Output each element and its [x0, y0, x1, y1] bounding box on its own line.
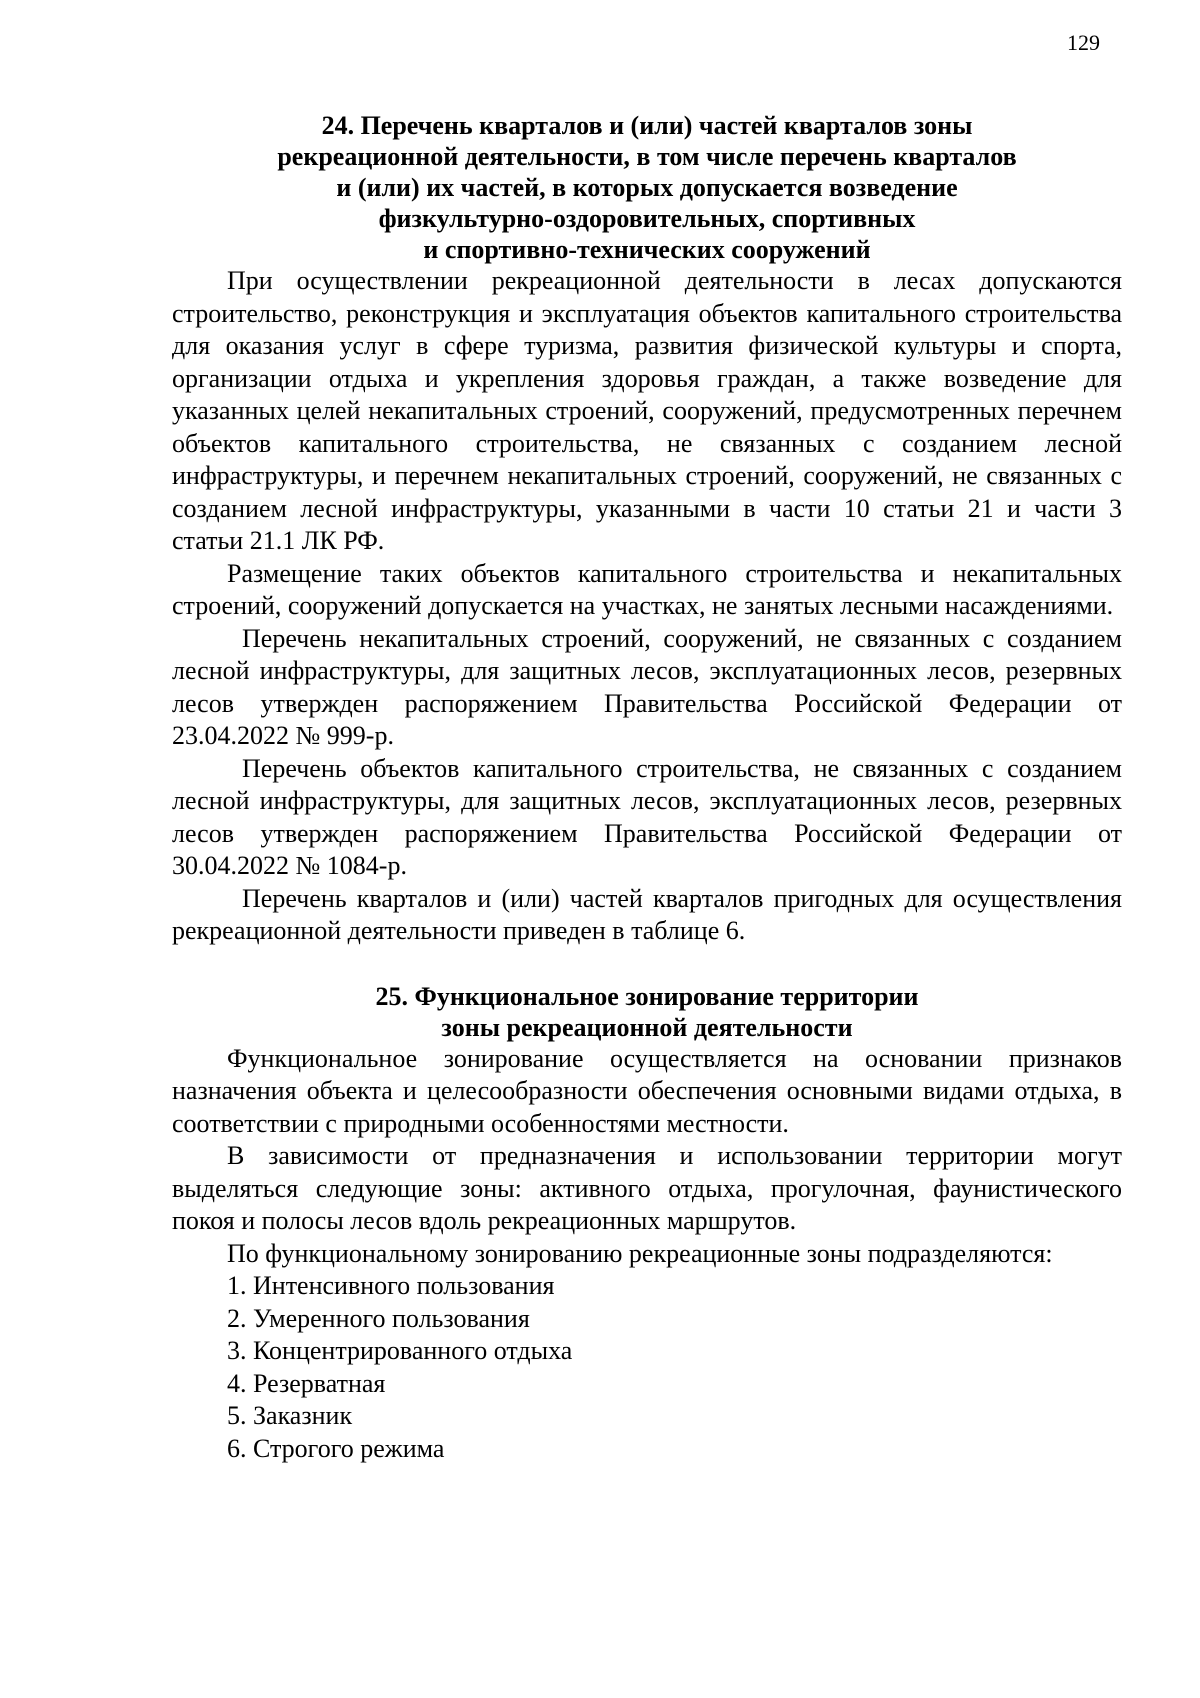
- paragraph: В зависимости от предназначения и использовании территории могут выделяться следующие зоны: активного отдыха, прогулочная, фаунистического покоя и полосы лесов вдоль рекреационных маршрутов.: [172, 1141, 1122, 1235]
- paragraph: Перечень кварталов и (или) частей кварталов пригодных для осуществления рекреационной деятельности приведен в таблице 6.: [172, 883, 1122, 945]
- document-body: [172, 110, 1122, 1465]
- heading-line: и спортивно-технических сооружений: [423, 235, 871, 264]
- paragraph: По функциональному зонированию рекреационные зоны подразделяются:: [227, 1238, 1053, 1268]
- list-item: 2. Умеренного пользования: [227, 1303, 530, 1333]
- section-24-heading: [172, 110, 1122, 265]
- page-number: 129: [1067, 30, 1100, 55]
- heading-line: 24. Перечень кварталов и (или) частей кварталов зоны: [321, 111, 973, 140]
- paragraph: Перечень некапитальных строений, сооружений, не связанных с созданием лесной инфраструктуры, для защитных лесов, эксплуатационных лесов, резервных лесов утвержден распоряжением Правительства Российской Федерации от 23.04.2022 № 999-р.: [172, 623, 1122, 750]
- list-item: 5. Заказник: [227, 1401, 353, 1430]
- heading-line: рекреационной деятельности, в том числе перечень кварталов: [277, 142, 1017, 171]
- paragraph: Перечень объектов капитального строительства, не связанных с созданием лесной инфраструктуры, для защитных лесов, эксплуатационных лесов, резервных лесов утвержден распоряжением Правительства Российской Федерации от 30.04.2022 № 1084-р.: [172, 753, 1122, 880]
- heading-line: и (или) их частей, в которых допускается возведение: [336, 173, 958, 202]
- heading-line: зоны рекреационной деятельности: [441, 1012, 853, 1042]
- heading-line: физкультурно-оздоровительных, спортивных: [378, 204, 916, 233]
- zone-list: [172, 1270, 1122, 1465]
- heading-line: 25. Функциональное зонирование территории: [375, 981, 919, 1011]
- paragraph: Размещение таких объектов капитального строительства и некапитальных строений, сооружений допускается на участках, не занятых лесными насаждениями.: [172, 558, 1122, 620]
- paragraph: При осуществлении рекреационной деятельности в лесах допускаются строительство, реконструкция и эксплуатация объектов капитального строительства для оказания услуг в сфере туризма, развития физической культуры и спорта, организации отдыха и укрепления здоровья граждан, а также возведение для указанных целей некапитальных строений, сооружений, предусмотренных перечнем объектов капитального строительства, не связанных с созданием лесной инфраструктуры, и перечнем некапитальных строений, сооружений, не связанных с созданием лесной инфраструктуры, указанными в части 10 статьи 21 и части 3 статьи 21.1 ЛК РФ.: [172, 266, 1122, 555]
- paragraph: Функциональное зонирование осуществляется на основании признаков назначения объекта и целесообразности обеспечения основными видами отдыха, в соответствии с природными особенностями местности.: [172, 1043, 1122, 1138]
- section-25-heading: [172, 981, 1122, 1043]
- list-item: 1. Интенсивного пользования: [227, 1271, 555, 1300]
- section-spacer: [172, 948, 1122, 981]
- list-item: 4. Резерватная: [227, 1368, 386, 1398]
- list-item: 6. Строгого режима: [227, 1433, 445, 1463]
- list-item: 3. Концентрированного отдыха: [227, 1336, 573, 1365]
